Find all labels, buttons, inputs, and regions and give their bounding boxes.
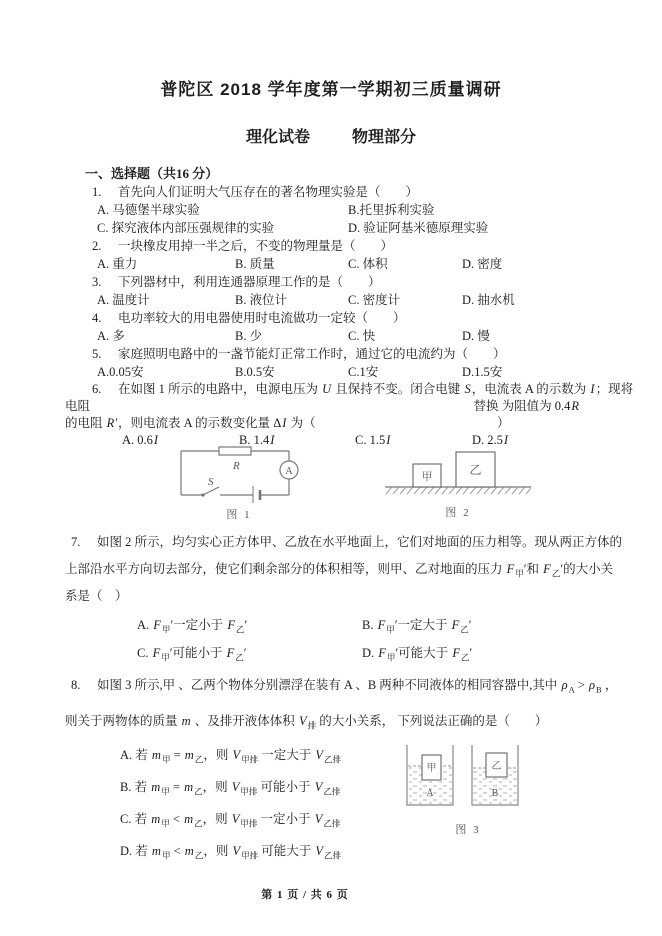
option-a: A. $F_甲'$一定小于 $F_乙'$: [137, 618, 248, 635]
question-number: 7.: [71, 535, 81, 549]
stem-text: 电功率较大的用电器使用时电流做功一定较（ ）: [118, 311, 406, 325]
option-b: B. $F_甲'$一定大于 $F_乙'$: [362, 618, 472, 635]
question-stem: [0, 529, 662, 556]
page-title: 普陀区 2018 学年度第一学期初三质量调研: [160, 80, 502, 99]
option-b: B. 液位计: [235, 293, 288, 307]
option-d: D. 慢: [462, 329, 490, 343]
question-options: [97, 255, 662, 273]
question-options: [97, 363, 662, 381]
ground-hatching: [386, 487, 531, 494]
figure-row: [0, 449, 662, 529]
floating-blocks-diagram: [402, 742, 534, 818]
stem-text: 的电阻 R′，则电流表 A 的示数变化量 ΔI 为（: [65, 416, 316, 430]
question-options: [137, 611, 662, 667]
stem-text: 在如图 1 所示的电路中，电源电压为 U 且保持不变。闭合电键 S，电流表 A 的示数为 I；现将: [118, 382, 634, 396]
option-d: D. 2.5I: [472, 433, 509, 447]
question-number: 1.: [92, 185, 102, 199]
stem-continuation: 则关于两物体的质量 m 、及排开液体体积 $V_排$ 的大小关系， 下列说法正确的是（ ）: [65, 714, 548, 731]
option-c: C. 若 $m_甲 < m_乙$，则 $V_{甲排}$ 一定小于 $V_{乙排}$: [120, 812, 341, 829]
option-d: D. $F_甲'$可能大于 $F_乙'$: [362, 646, 473, 663]
figure-3-caption: 图 3: [455, 824, 481, 836]
option-b: B.托里拆利实验: [348, 203, 435, 217]
resistor-label: R: [233, 460, 240, 472]
option-b: B. 1.4I: [239, 433, 275, 447]
stem-text: 如图 2 所示，均匀实心正方体甲、乙放在水平地面上，它们对地面的压力相等。现从两正方体的: [97, 535, 623, 549]
circuit-diagram: [177, 445, 301, 503]
paper-subtitle: [0, 128, 662, 148]
option-a: A. 重力: [97, 257, 138, 271]
option-b: B. 少: [235, 329, 263, 343]
switch-contact: [201, 493, 204, 496]
question-stem: [0, 309, 662, 327]
question-number: 4.: [92, 311, 102, 325]
stem-continuation: [65, 398, 580, 415]
block-yi-label: 乙: [469, 463, 482, 477]
option-a: A. 若 $m_甲 = m_乙$，则 $V_{甲排}$ 一定大于 $V_{乙排}$: [120, 748, 342, 765]
option-d: D. 若 $m_甲 < m_乙$，则 $V_{甲排}$ 可能大于 $V_{乙排}$: [120, 844, 342, 861]
question-number: 6.: [92, 382, 102, 396]
option-a: A.0.05安: [97, 365, 144, 379]
question-4: [0, 309, 662, 345]
figure-2: [383, 449, 533, 520]
question-number: 3.: [92, 275, 102, 289]
question-options: [97, 327, 662, 345]
stem-text: 如图 3 所示,甲 、乙两个物体分别漂浮在装有 A 、B 两种不同液体的相同容器中,其中 $\rho_A > \rho_B$ ，: [97, 678, 618, 695]
question-options: [97, 291, 662, 309]
block-jia-label: 甲: [426, 763, 437, 774]
ammeter-label: A: [285, 466, 293, 477]
question-stem: [0, 273, 662, 291]
question-options: [97, 201, 662, 237]
section-heading: 一、选择题（共16 分）: [85, 166, 219, 181]
switch-label: S: [208, 476, 214, 488]
stem-text: 替换 为阻值为 0.4R: [473, 399, 579, 413]
block-jia-label: 甲: [421, 471, 433, 483]
option-c: C. 探究液体内部压强规律的实验: [97, 221, 275, 235]
switch-blade: [203, 487, 219, 495]
question-stem: [0, 667, 662, 703]
question-stem: [0, 183, 662, 201]
liquid-b-label: B: [491, 788, 499, 799]
figure-2-caption: 图 2: [445, 507, 471, 519]
closing-paren: ）: [497, 416, 510, 430]
option-d: D.1.5安: [462, 365, 503, 379]
stem-text: 下列器材中，利用连通器原理工作的是（ ）: [118, 275, 381, 289]
stem-text: 电阻: [65, 399, 91, 413]
stem-continuation: 上部沿水平方向切去部分，使它们剩余部分的体积相等，则甲、乙对地面的压力 $F_甲'$和 $F_乙'$的大小关: [65, 562, 614, 579]
figure-1-caption: 图 1: [226, 509, 252, 521]
question-3: [0, 273, 662, 309]
question-stem: [0, 345, 662, 363]
option-a: A. 多: [97, 329, 125, 343]
option-c: C.1安: [348, 365, 379, 379]
option-c: C. 快: [348, 329, 376, 343]
stem-text: 家庭照明电路中的一盏节能灯正常工作时，通过它的电流约为（ ）: [118, 347, 506, 361]
option-c: C. 体积: [348, 257, 388, 271]
option-b: B.0.5安: [235, 365, 275, 379]
question-stem: [0, 237, 662, 255]
page-number: 第 1 页 / 共 6 页: [261, 889, 349, 901]
option-a: A. 温度计: [97, 293, 150, 307]
stem-text: 一块橡皮用掉一半之后，不变的物理量是（ ）: [118, 239, 394, 253]
figure-1: [177, 445, 301, 522]
option-c: C. $F_甲'$可能小于 $F_乙'$: [137, 646, 247, 663]
question-7: [0, 529, 662, 667]
option-b: B. 质量: [235, 257, 275, 271]
subtitle-part: 物理部分: [352, 129, 417, 146]
option-d: D. 密度: [462, 257, 503, 271]
option-d: D. 验证阿基米德原理实验: [348, 221, 489, 235]
question-1: [0, 183, 662, 237]
question-number: 2.: [92, 239, 102, 253]
question-number: 5.: [92, 347, 102, 361]
question-5: [0, 345, 662, 381]
liquid-a-label: A: [426, 788, 434, 799]
question-number: 8.: [71, 678, 81, 692]
question-stem: [0, 381, 662, 398]
question-6: [0, 381, 662, 529]
stem-continuation: [65, 415, 662, 432]
option-b: B. 若 $m_甲 = m_乙$，则 $V_{甲排}$ 可能小于 $V_{乙排}$: [120, 780, 341, 797]
figure-3: [402, 742, 534, 837]
stem-text: 首先向人们证明大气压存在的著名物理实验是（ ）: [118, 185, 419, 199]
option-a: A. 马德堡半球实验: [97, 203, 200, 217]
question-8: [0, 667, 662, 867]
question-options: [120, 739, 662, 867]
option-c: C. 1.5I: [355, 433, 391, 447]
subtitle-subject: 理化试卷: [245, 129, 310, 146]
question-2: [0, 237, 662, 273]
stem-continuation: 系是（ ）: [65, 589, 128, 603]
block-yi-label: 乙: [491, 761, 502, 772]
option-d: D. 抽水机: [462, 293, 515, 307]
option-c: C. 密度计: [348, 293, 401, 307]
option-a: A. 0.6I: [122, 433, 159, 447]
blocks-diagram: [383, 449, 533, 501]
resistor: [219, 447, 251, 455]
